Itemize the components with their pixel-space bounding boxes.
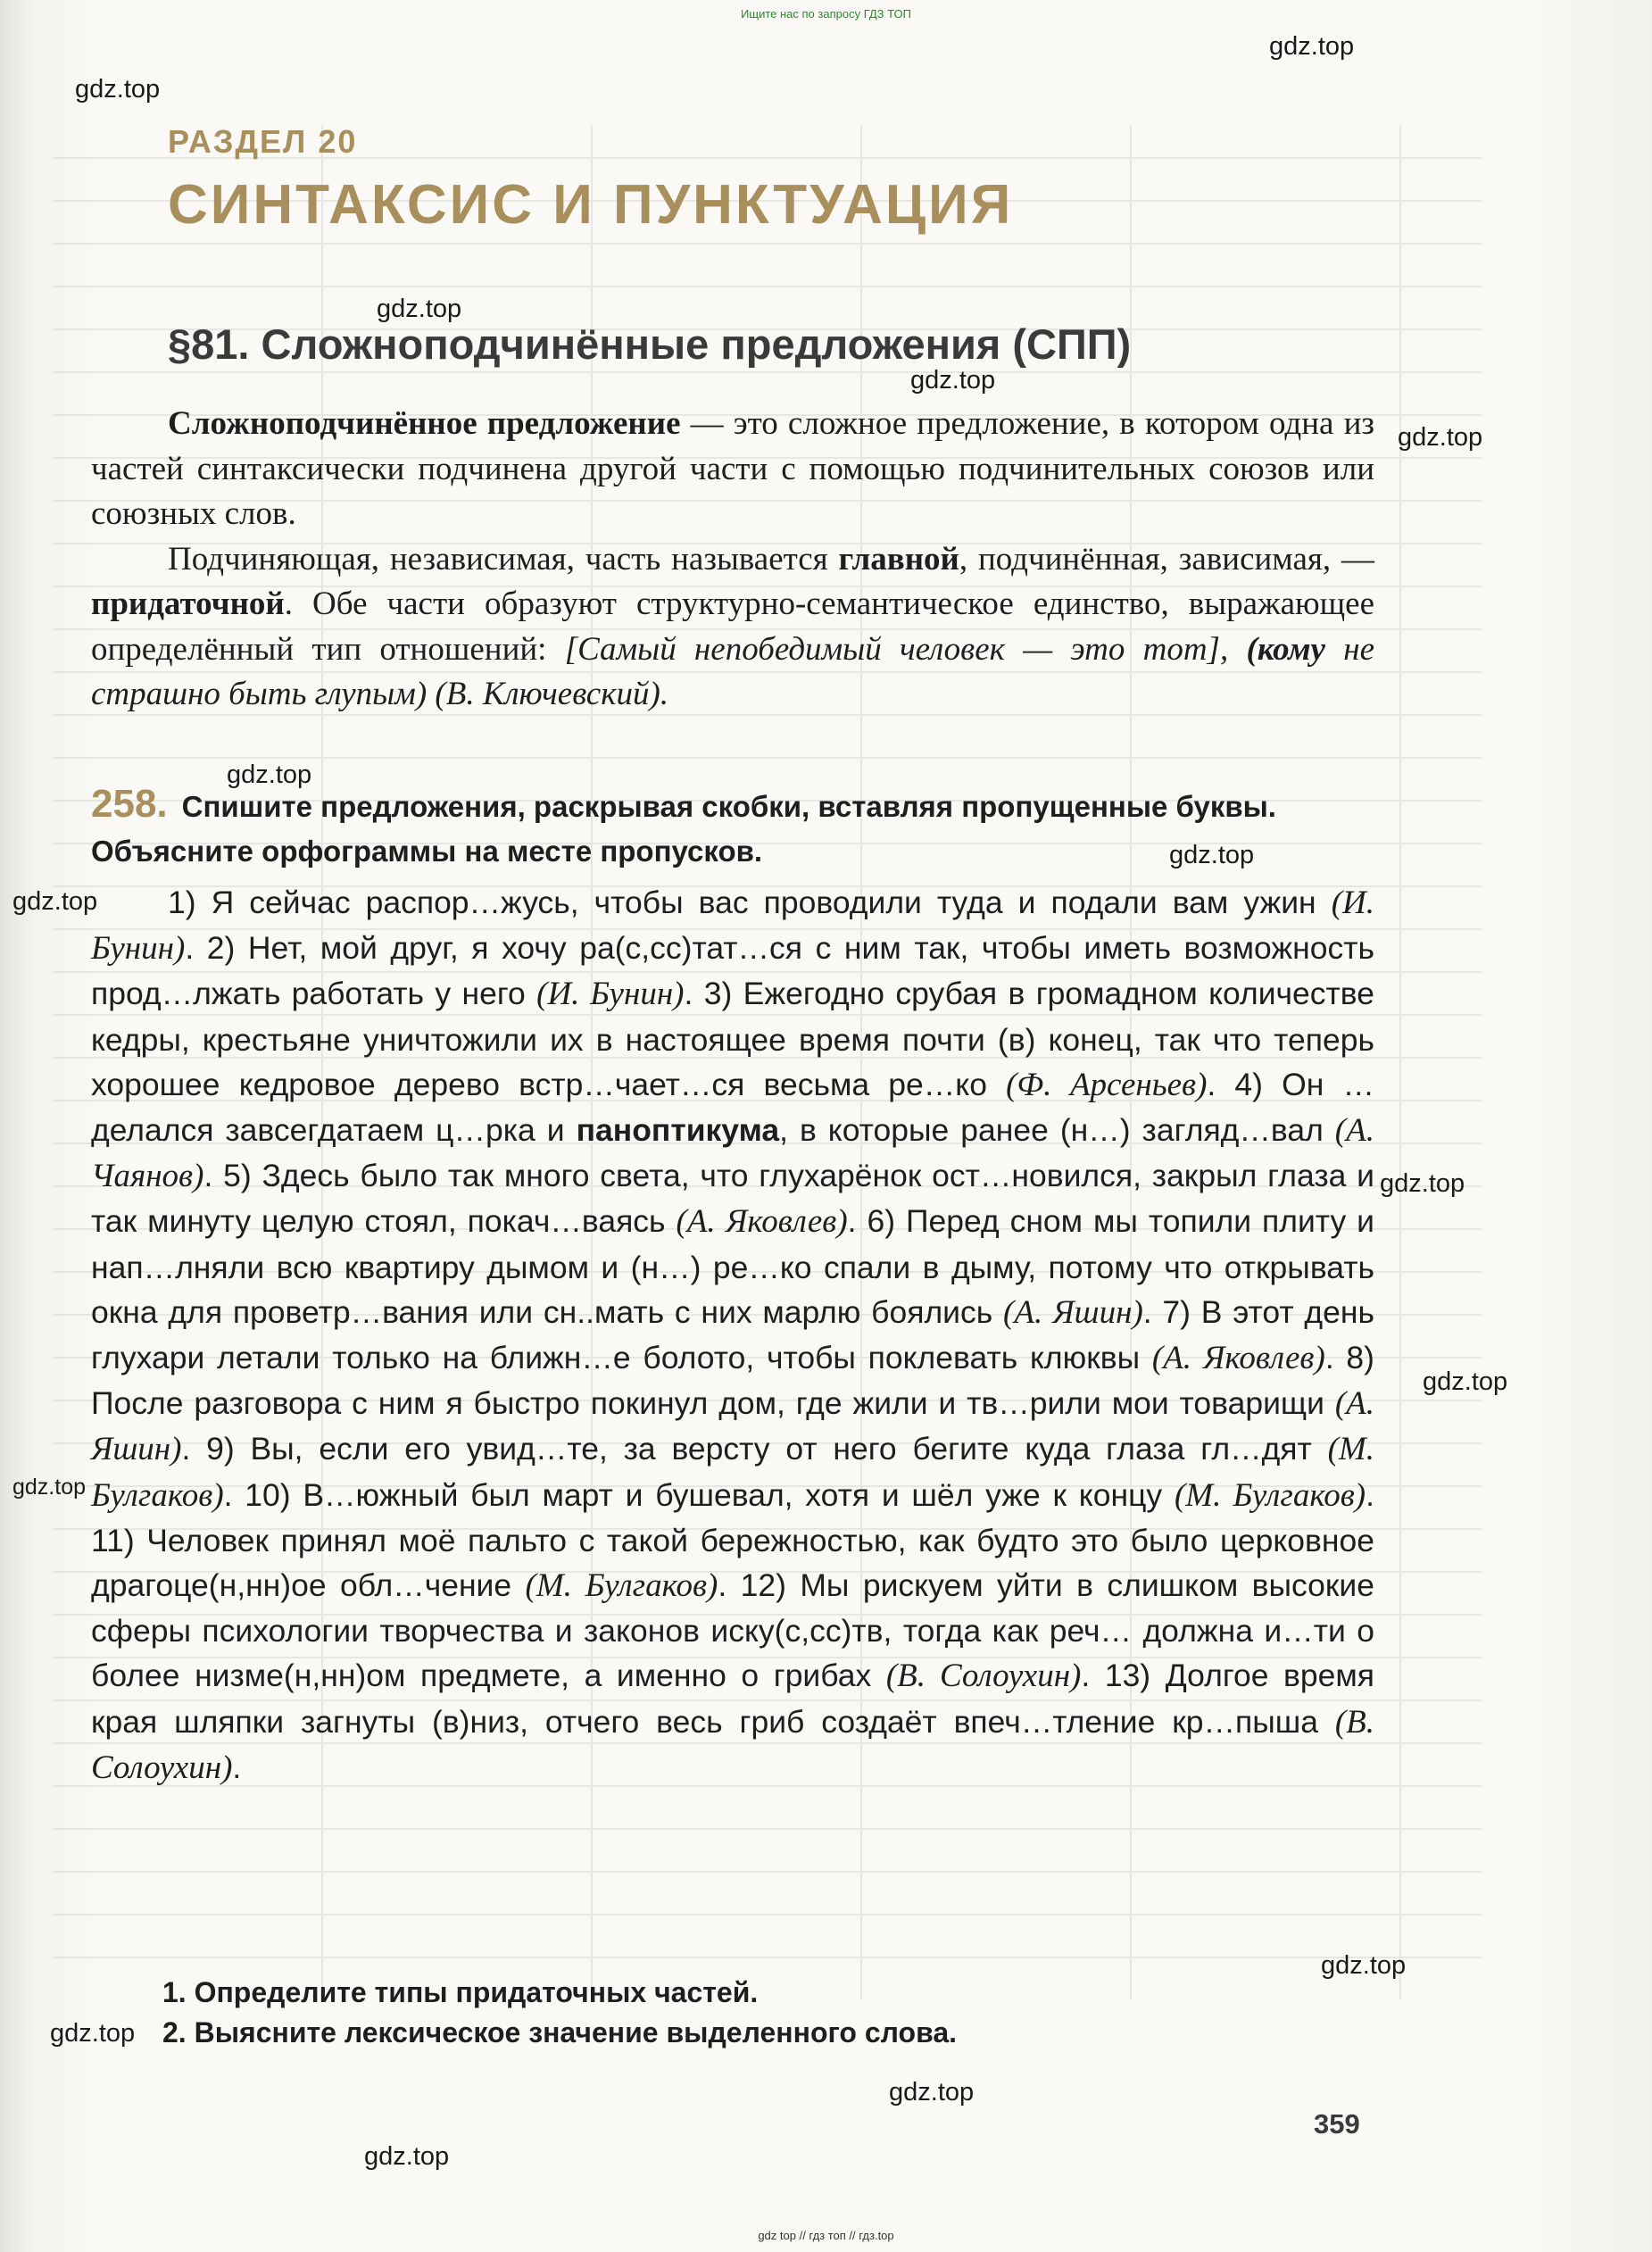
term: Сложноподчинённое предложение bbox=[168, 405, 681, 442]
highlighted-word: паноптикума bbox=[576, 1112, 780, 1149]
sentence: . 3) Ежегодно срубая в громадном количестве кедры, крестьяне уничтожили их в настоящее время почти (в) конец, так что теперь хорошее кедровое дерево встр…чает…ся весьма ре…ко bbox=[91, 976, 1374, 1102]
sentence: . 4) Он …делался завсегдатаем ц…рка и bbox=[91, 1066, 1374, 1149]
watermark: gdz.top bbox=[1423, 1367, 1508, 1396]
sentence: . 13) Долгое время края шляпки загнуты (в)низ, отчего весь гриб создаёт впеч…тление кр…пыша bbox=[91, 1658, 1375, 1740]
watermark: gdz.top bbox=[75, 75, 161, 104]
term-subordinate: придаточной bbox=[91, 586, 285, 622]
paragraph-title: §81. Сложноподчинённые предложения (СПП) bbox=[168, 320, 1132, 368]
footer-note: gdz top // гдз топ // гдз.top bbox=[758, 2229, 894, 2242]
watermark: gdz.top bbox=[1398, 423, 1483, 452]
sentence: , в которые ранее (н…) загляд…вал bbox=[779, 1112, 1335, 1149]
definition-text-span: Подчиняющая, независимая, часть называется bbox=[168, 540, 839, 578]
source: (И. Бунин) bbox=[536, 976, 685, 1013]
exercise-number: 258. bbox=[91, 782, 168, 826]
source: (Ф. Арсеньев) bbox=[1006, 1066, 1208, 1103]
watermark: gdz.top bbox=[377, 295, 462, 323]
sentence: . 11) Человек принял моё пальто с такой бережностью, как будто это было церковное драгоце(н,нн)ое обл…чение bbox=[91, 1476, 1374, 1604]
page-number: 359 bbox=[1314, 2108, 1360, 2140]
definition-paragraph-1 bbox=[91, 402, 1374, 537]
sentence: . 7) В этот день глухари летали только на ближн…е болото, чтобы поклевать клюквы bbox=[91, 1293, 1374, 1376]
source: (В. Солоухин) bbox=[91, 1703, 1374, 1786]
sentence: . 9) Вы, если его увид…те, за версту от него бегите куда глаза гл…дят bbox=[181, 1431, 1328, 1467]
source: (М. Булгаков) bbox=[525, 1567, 718, 1605]
source: (М. Булгаков) bbox=[91, 1431, 1374, 1514]
source: (А. Чаянов) bbox=[91, 1112, 1374, 1195]
header-note: Ищите нас по запросу ГДЗ ТОП bbox=[741, 7, 911, 21]
exercise-instruction: Спишите предложения, раскрывая скобки, вставляя пропущенные буквы. Объясните орфограммы на месте пропусков. bbox=[91, 790, 1276, 868]
source: (А. Яковлев) bbox=[1151, 1340, 1325, 1377]
exercise-text bbox=[91, 880, 1374, 1791]
example-conjunction: (кому bbox=[1246, 630, 1325, 668]
watermark: gdz.top bbox=[1380, 1169, 1465, 1198]
sentence: . 8) После разговора с ним я быстро покинул дом, где жили и тв…рили мои товарищи bbox=[91, 1340, 1375, 1422]
exercise-heading bbox=[91, 782, 1374, 874]
sentence: . 2) Нет, мой друг, я хочу ра(с,сс)тат…ся с ним так, чтобы иметь возможность прод…лжать работать у него bbox=[91, 930, 1374, 1012]
watermark: gdz.top bbox=[1321, 1951, 1407, 1980]
section-label: РАЗДЕЛ 20 bbox=[168, 123, 358, 160]
source: (А. Яковлев) bbox=[676, 1203, 848, 1241]
definition-paragraph-2 bbox=[91, 537, 1374, 718]
watermark: gdz.top bbox=[1269, 32, 1355, 61]
sentence: 1) Я сейчас распор…жусь, чтобы вас проводили туда и подали вам ужин bbox=[168, 885, 1332, 920]
source: (М. Булгаков) bbox=[1174, 1476, 1366, 1514]
definition-text-span: . Обе части образуют структурно-семантическое единство, выражающее определённый тип отношений: bbox=[91, 586, 1374, 668]
task-item: 1. Определите типы придаточных частей. bbox=[162, 1976, 759, 2008]
exercise-tasks bbox=[162, 1973, 1323, 2053]
sentence: . bbox=[232, 1749, 242, 1785]
watermark: gdz.top bbox=[364, 2142, 450, 2171]
watermark: gdz.top bbox=[12, 887, 98, 916]
sentence: . 10) В…южный был март и бушевал, хотя и шёл уже к концу bbox=[223, 1476, 1175, 1513]
sentence: . 12) Мы рискуем уйти в слишком высокие сферы психологии творчества и законов иску(с,сс)тв, тогда как реч… должна и…ти о более низме(н,нн)ом предмете, а именно о грибах bbox=[91, 1567, 1375, 1694]
source: (В. Солоухин) bbox=[885, 1658, 1082, 1695]
source: (А. Яшин) bbox=[1003, 1293, 1143, 1331]
example-main-clause: [Самый непобедимый человек — это тот], bbox=[564, 630, 1247, 668]
task-item: 2. Выясните лексическое значение выделенного слова. bbox=[162, 2016, 958, 2048]
source: (И. Бунин) bbox=[91, 885, 1374, 968]
watermark: gdz.top bbox=[12, 1475, 87, 1500]
example-subordinate-clause: не страшно быть глупым) (В. Ключевский). bbox=[91, 630, 1374, 712]
definition-text-span: , подчинённая, зависимая, — bbox=[959, 540, 1374, 578]
watermark: gdz.top bbox=[910, 366, 996, 395]
sentence: . 5) Здесь было так много света, что глухарёнок ост…новился, закрыл глаза и так минуту целую стоял, покач…ваясь bbox=[91, 1158, 1374, 1240]
definition-text bbox=[91, 402, 1374, 718]
section-title: СИНТАКСИС И ПУНКТУАЦИЯ bbox=[168, 174, 1014, 236]
term-main: главной bbox=[838, 540, 959, 578]
watermark: gdz.top bbox=[889, 2078, 975, 2107]
sentence: . 6) Перед сном мы топили плиту и нап…лняли всю квартиру дымом и (н…) ре…ко спали в дыму, потому что открывать окна для проветр…вания или сн..мать с них марлю боялись bbox=[91, 1203, 1374, 1330]
source: (А. Яшин) bbox=[91, 1385, 1374, 1468]
watermark: gdz.top bbox=[50, 2019, 136, 2048]
watermark: gdz.top bbox=[227, 760, 312, 789]
definition-text-span: — это сложное предложение, в котором одна из частей синтаксически подчинена другой части с помощью подчинительных союзов или союзных слов. bbox=[91, 405, 1374, 532]
watermark: gdz.top bbox=[1169, 841, 1255, 869]
